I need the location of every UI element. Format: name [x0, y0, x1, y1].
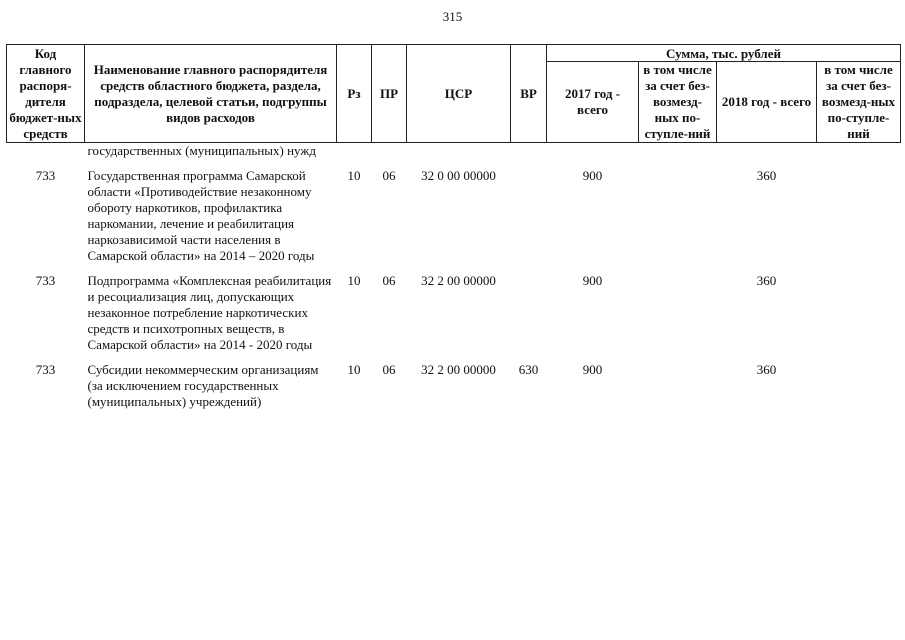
row-vr [511, 159, 547, 264]
row-incl-2018 [817, 264, 901, 353]
row-pr: 06 [382, 168, 396, 183]
table-row [7, 264, 901, 353]
header-total-2018: 2018 год - всего [717, 62, 817, 143]
row-total-2018: 360 [756, 273, 777, 288]
header-incl-2018: в том числе за счет без-возмезд-ных по-ступле-ний [817, 62, 901, 143]
row-total-2018: 360 [756, 362, 777, 377]
row-csr: 32 2 00 00000 [421, 362, 496, 377]
table-row [7, 353, 901, 430]
header-sum-title: Сумма, тыс. рублей [547, 45, 901, 62]
row-pr: 06 [382, 362, 396, 377]
row-csr: 32 0 00 00000 [421, 168, 496, 183]
row-incl-2018 [817, 353, 901, 430]
row-name: Субсидии некоммерческим организациям (за исключением государственных (муниципальных) учреждений) [87, 362, 319, 409]
header-name: Наименование главного распорядителя средств областного бюджета, раздела, подраздела, целевой статьи, подгруппы видов расходов [85, 45, 337, 143]
continuation-text: государственных (муниципальных) нужд [87, 143, 316, 158]
row-total-2018: 360 [756, 168, 777, 183]
table-header [7, 45, 901, 143]
budget-table [6, 44, 901, 430]
row-incl-2017 [639, 264, 717, 353]
header-row-top [7, 45, 901, 62]
page-number: 315 [442, 9, 463, 24]
row-name: Подпрограмма «Комплексная реабилитация и ресоциализация лиц, допускающих незаконное потребление наркотических средств и психотропных веществ, в Самарской области» на 2014 - 2020 годы [87, 273, 332, 352]
header-vr: ВР [511, 45, 547, 143]
row-total-2017: 900 [582, 168, 603, 183]
header-rz: Рз [337, 45, 372, 143]
row-total-2017: 900 [582, 362, 603, 377]
row-code: 733 [35, 362, 56, 377]
row-incl-2018 [817, 159, 901, 264]
row-code: 733 [35, 168, 56, 183]
row-incl-2017 [639, 353, 717, 430]
continuation-row [7, 143, 901, 160]
row-vr: 630 [518, 362, 539, 377]
header-csr: ЦСР [407, 45, 511, 143]
row-name: Государственная программа Самарской области «Противодействие незаконному обороту наркотиков, профилактика наркомании, лечение и реабилитация наркозависимой части населения в Самарской области» на 2014 – 2020 годы [87, 168, 315, 263]
table-row [7, 159, 901, 264]
row-total-2017: 900 [582, 273, 603, 288]
header-code: Код главного распоря-дителя бюджет-ных средств [7, 45, 85, 143]
row-incl-2017 [639, 159, 717, 264]
header-total-2017: 2017 год - всего [547, 62, 639, 143]
header-pr: ПР [372, 45, 407, 143]
row-rz: 10 [347, 168, 361, 183]
row-csr: 32 2 00 00000 [421, 273, 496, 288]
row-vr [511, 264, 547, 353]
header-incl-2017: в том числе за счет без-возмезд-ных по-ступле-ний [639, 62, 717, 143]
row-rz: 10 [347, 362, 361, 377]
row-code: 733 [35, 273, 56, 288]
row-pr: 06 [382, 273, 396, 288]
table-body [7, 143, 901, 431]
row-rz: 10 [347, 273, 361, 288]
